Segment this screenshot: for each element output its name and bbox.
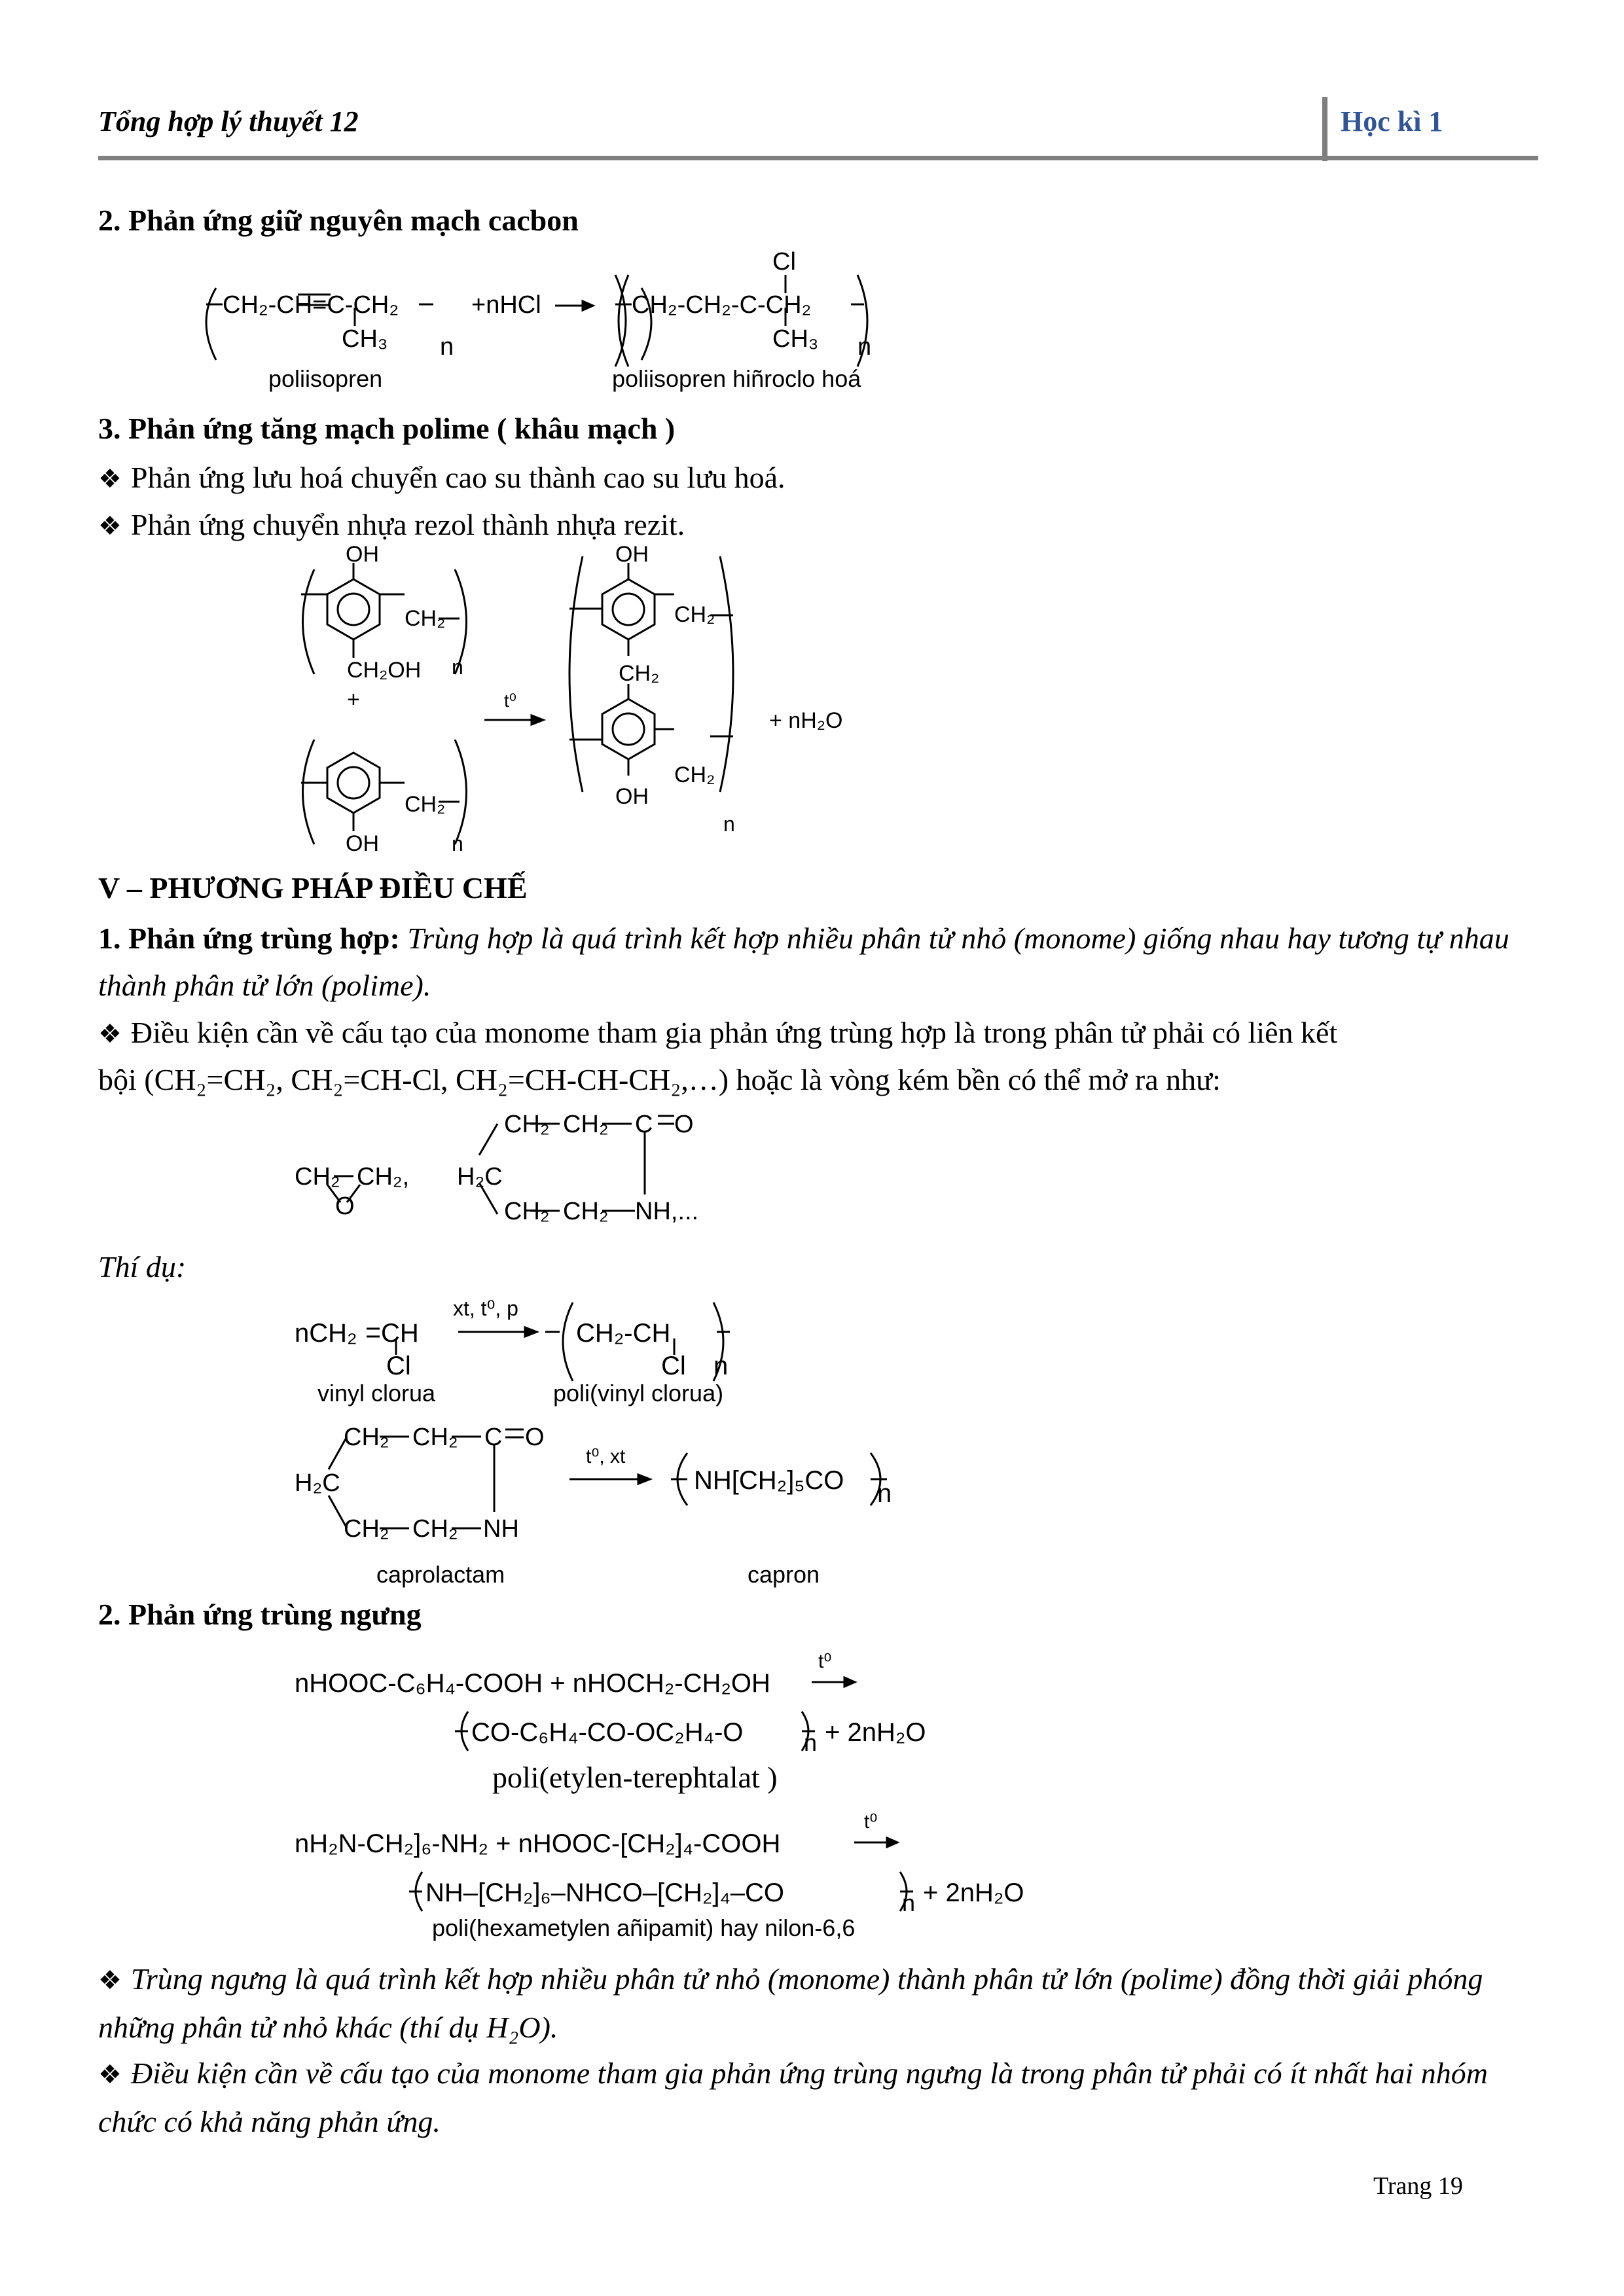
rezol-rezit-reaction [288, 543, 877, 870]
svg-text:t⁰: t⁰ [864, 1811, 878, 1833]
caprolactam-equation [295, 1414, 916, 1561]
svg-text:n: n [902, 1890, 916, 1916]
page-number: Trang 19 [1373, 2172, 1463, 2200]
condensation-condition: ❖ Điều kiện cần về cấu tạo của monome tham gia phản ứng trùng ngưng là trong phân tử phải có ít nhất hai nhóm chức có khả năng phản ứng. [98, 2056, 1488, 2138]
example-label: Thí dụ: [98, 1250, 187, 1283]
poliisopren-label: poliisopren [268, 365, 383, 392]
bullet-rezol: ❖ Phản ứng chuyển nhựa rezol thành nhựa rezit. [98, 508, 685, 541]
svg-text:CH₂: CH₂ [344, 1424, 389, 1451]
svg-text:CH₂-CH₂-C-CH₂: CH₂-CH₂-C-CH₂ [632, 291, 812, 319]
addition-polymerization-def: 1. Phản ứng trùng hợp: Trùng hợp là quá trình kết hợp nhiều phân tử nhỏ (monome) giống nhau hay tương tự nhau thành phân tử lớn (polime). [98, 922, 1509, 1002]
svg-text:CH₂: CH₂ [674, 762, 715, 787]
term-label: Học kì 1 [1341, 105, 1443, 137]
section-2-title: 2. Phản ứng giữ nguyên mạch cacbon [98, 204, 579, 237]
pet-name: poli(etylen-terephtalat ) [492, 1761, 778, 1794]
svg-text:n: n [713, 1352, 729, 1380]
nylon-equation [295, 1803, 1047, 1921]
pvc-label: poli(vinyl clorua) [553, 1380, 724, 1407]
svg-text:CH: CH [381, 1319, 419, 1348]
svg-text:NH–[CH₂]₆–NHCO–[CH₂]₄–CO: NH–[CH₂]₆–NHCO–[CH₂]₄–CO [425, 1878, 785, 1907]
svg-text:CH₂: CH₂ [412, 1515, 458, 1543]
svg-text:n: n [723, 812, 735, 836]
svg-text:C: C [635, 1111, 653, 1138]
svg-text:Cl: Cl [661, 1352, 686, 1380]
svg-text:+ 2nH₂O: + 2nH₂O [923, 1878, 1024, 1907]
header-rule [98, 156, 1538, 160]
svg-text:n: n [804, 1729, 818, 1756]
section-v-title: V – PHƯƠNG PHÁP ĐIỀU CHẾ [98, 871, 528, 905]
svg-text:CO-C₆H₄-CO-OC₂H₄-O: CO-C₆H₄-CO-OC₂H₄-O [471, 1718, 744, 1747]
svg-text:C: C [484, 1424, 503, 1451]
svg-text:CH₃: CH₃ [772, 325, 819, 353]
svg-text:xt, t⁰, p: xt, t⁰, p [453, 1297, 518, 1320]
svg-text:NH,...: NH,... [635, 1198, 699, 1225]
svg-text:H₂C: H₂C [295, 1469, 340, 1497]
caprolactam-label: caprolactam [376, 1561, 505, 1588]
svg-text:n: n [452, 832, 463, 855]
svg-text:nCH₂: nCH₂ [295, 1319, 357, 1348]
diamond-bullet-icon: ❖ [98, 2060, 122, 2089]
svg-text:CH₂: CH₂ [504, 1111, 550, 1138]
poliisopren-hcl-label: poliisopren hiñroclo hoá [612, 365, 861, 392]
svg-text:OH: OH [615, 543, 649, 567]
svg-text:+: + [347, 687, 360, 712]
svg-text:O: O [674, 1111, 694, 1138]
svg-text:OH: OH [615, 784, 649, 809]
svg-text:+nHCl: +nHCl [471, 291, 541, 319]
svg-text:n: n [452, 655, 463, 679]
svg-text:CH₂: CH₂ [405, 792, 446, 817]
svg-text:CH₂: CH₂ [619, 661, 660, 686]
vinyl-chloride-label: vinyl clorua [317, 1380, 436, 1407]
svg-text:CH₂: CH₂ [412, 1424, 458, 1451]
svg-text:CH₂: CH₂ [405, 606, 446, 631]
svg-text:CH₃: CH₃ [342, 325, 388, 353]
svg-text:H₂C: H₂C [457, 1163, 503, 1191]
document-title: Tổng hợp lý thuyết 12 [98, 105, 359, 137]
addition-condition-line2: bội (CH₂=CH₂, CH₂=CH-Cl, CH₂=CH-CH-CH₂,…) hoặc là vòng kém bền có thể mở ra như: [98, 1063, 1221, 1096]
condensation-def: ❖ Trùng ngưng là quá trình kết hợp nhiều phân tử nhỏ (monome) thành phân tử lớn (polime) đồng thời giải phóng những phân tử nhỏ khác (thí dụ H₂O). [98, 1962, 1483, 2044]
svg-text:CH₂,: CH₂, [357, 1163, 410, 1191]
svg-text:CH₂OH: CH₂OH [347, 658, 422, 683]
svg-text:CH₂: CH₂ [563, 1111, 609, 1138]
svg-text:Cl: Cl [772, 248, 796, 276]
svg-text:CH₂-CH: CH₂-CH [576, 1319, 671, 1348]
svg-text:nHOOC-C₆H₄-COOH + nHOCH₂-CH₂OH: nHOOC-C₆H₄-COOH + nHOCH₂-CH₂OH [295, 1669, 770, 1698]
svg-text:n: n [877, 1479, 892, 1508]
addition-condition-line1: ❖ Điều kiện cần về cấu tạo của monome tham gia phản ứng trùng hợp là trong phân tử phải có liên kết [98, 1016, 1338, 1049]
section-3-title: 3. Phản ứng tăng mạch polime ( khâu mạch ) [98, 412, 676, 445]
svg-text:OH: OH [346, 831, 379, 856]
svg-text:NH: NH [483, 1515, 519, 1543]
svg-text:CH₂: CH₂ [295, 1163, 340, 1191]
nylon-name: poli(hexametylen añipamit) hay nilon-6,6 [432, 1914, 856, 1941]
capron-label: capron [748, 1561, 820, 1588]
cyclic-monomers [295, 1103, 792, 1234]
svg-text:CH₂: CH₂ [674, 602, 715, 627]
svg-text:t⁰: t⁰ [504, 691, 517, 711]
svg-text:CH₂-CH=C-CH₂: CH₂-CH=C-CH₂ [223, 291, 399, 319]
pet-equation [295, 1643, 1015, 1761]
svg-text:+ nH₂O: + nH₂O [769, 708, 843, 733]
svg-text:nH₂N-CH₂]₆-NH₂ + nHOOC-[CH₂]₄: nH₂N-CH₂]₆-NH₂ + nHOOC-[CH₂]₄-COOH [295, 1829, 781, 1858]
diamond-bullet-icon: ❖ [98, 1019, 122, 1049]
diamond-bullet-icon: ❖ [98, 1965, 122, 1995]
svg-text:CH₂: CH₂ [563, 1198, 609, 1225]
svg-text:Cl: Cl [386, 1352, 411, 1380]
svg-text:CH₂: CH₂ [504, 1198, 550, 1225]
svg-text:n: n [857, 333, 872, 361]
svg-text:t⁰: t⁰ [818, 1651, 832, 1672]
svg-text:O: O [335, 1193, 355, 1220]
header-divider [1322, 97, 1327, 161]
svg-text:t⁰, xt: t⁰, xt [586, 1446, 626, 1467]
svg-text:CH₂: CH₂ [344, 1515, 389, 1543]
section-condensation-title: 2. Phản ứng trùng ngưng [98, 1598, 422, 1631]
svg-text:n: n [440, 333, 454, 361]
diamond-bullet-icon: ❖ [98, 464, 122, 493]
svg-text:NH[CH₂]₅CO: NH[CH₂]₅CO [694, 1466, 844, 1495]
diamond-bullet-icon: ❖ [98, 511, 122, 541]
svg-text:O: O [525, 1424, 545, 1451]
bullet-vulcanization: ❖ Phản ứng lưu hoá chuyển cao su thành cao su lưu hoá. [98, 461, 785, 494]
svg-text:OH: OH [346, 543, 379, 567]
svg-text:+ 2nH₂O: + 2nH₂O [825, 1718, 926, 1747]
